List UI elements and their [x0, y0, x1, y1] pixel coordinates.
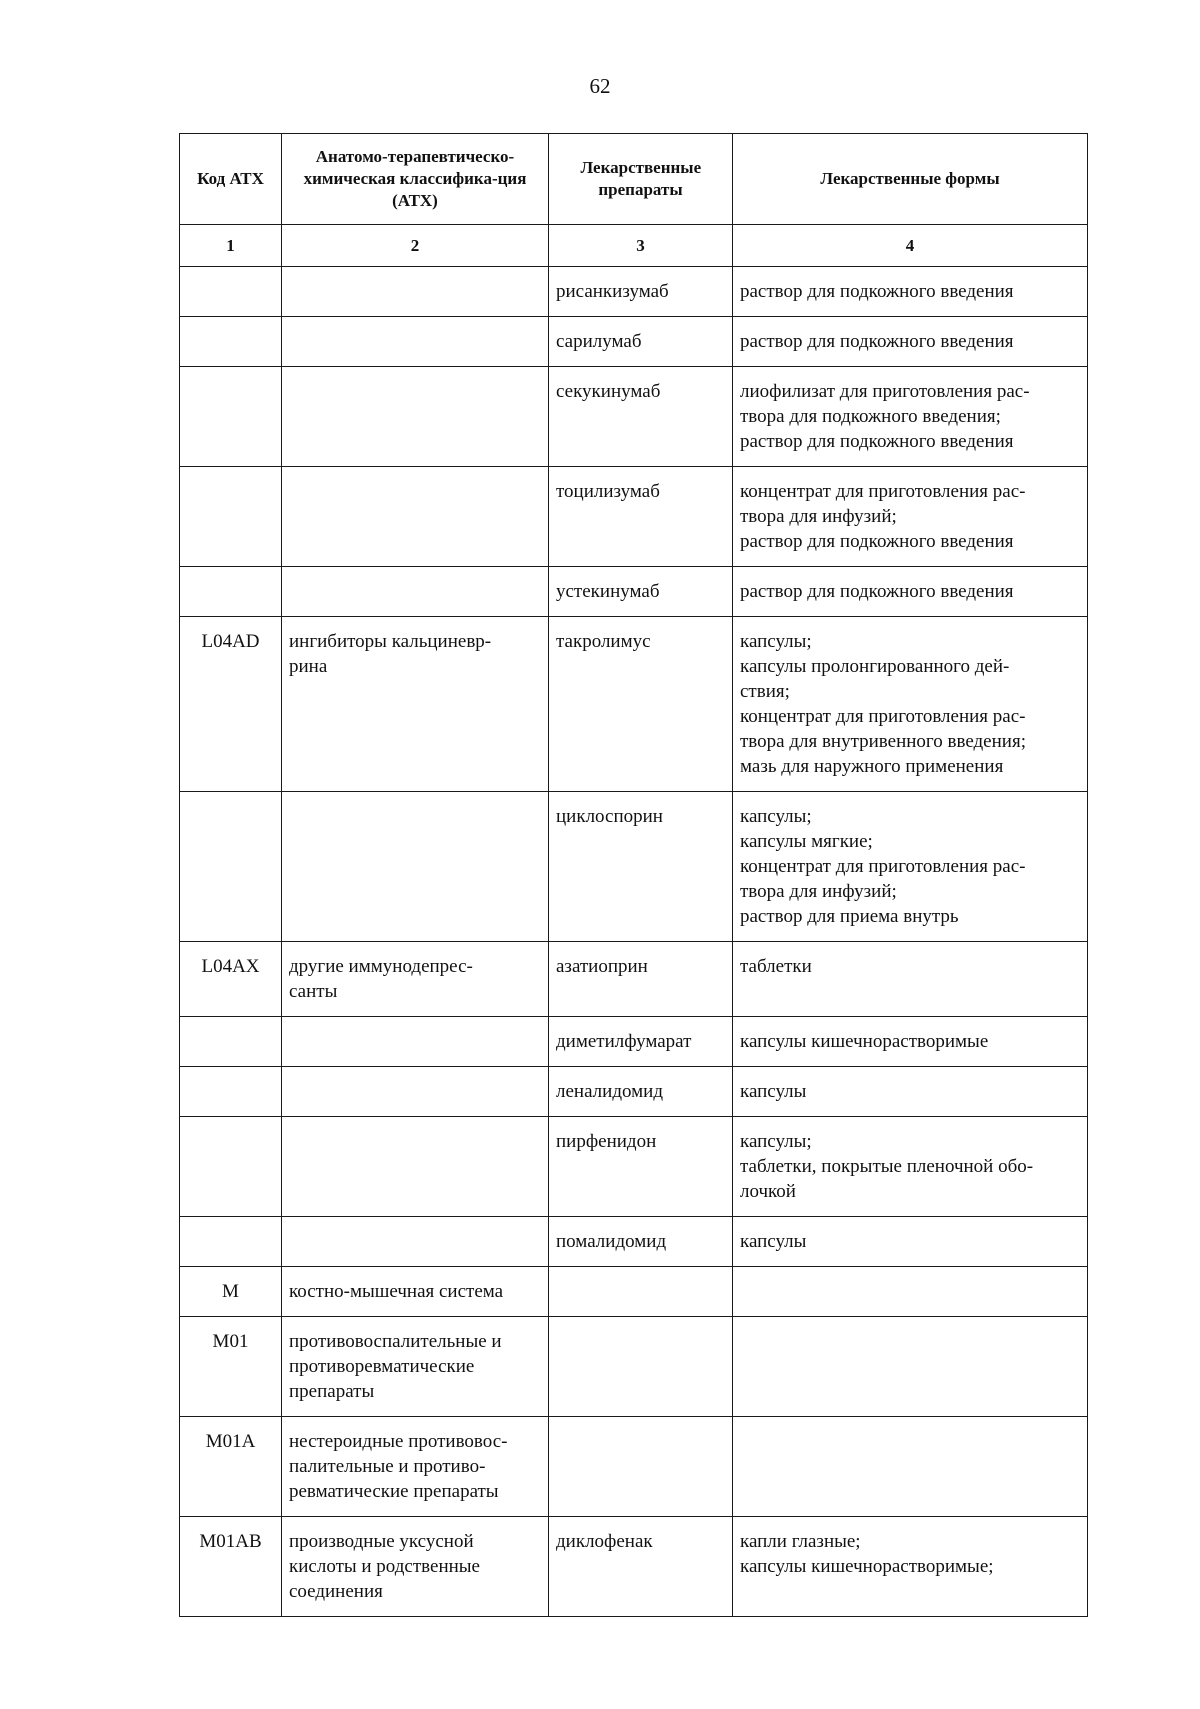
dosage-form-line: капсулы мягкие; [740, 831, 873, 852]
dosage-form-line: концентрат для приготовления рас- [740, 706, 1026, 727]
classification-line: кислоты и родственные [289, 1556, 480, 1577]
preparation-cell: леналидомид [549, 1067, 733, 1117]
dosage-form-line: капсулы; [740, 1131, 812, 1152]
atc-code-cell: L04AD [180, 617, 282, 792]
dosage-form-line: раствор для подкожного введения [740, 531, 1014, 552]
classification-cell [282, 1267, 549, 1317]
classification-line: противоревматические [289, 1356, 475, 1377]
dosage-form-line: раствор для подкожного введения [740, 581, 1014, 602]
classification-line: противовоспалительные и [289, 1331, 502, 1352]
atc-table [179, 133, 1088, 1617]
classification-cell [282, 367, 549, 467]
dosage-form-line: лиофилизат для приготовления рас- [740, 381, 1030, 402]
dosage-form-line: таблетки, покрытые пленочной обо- [740, 1156, 1034, 1177]
table-row [180, 1267, 1088, 1317]
preparation-cell: секукинумаб [549, 367, 733, 467]
dosage-forms-cell [733, 1517, 1088, 1617]
dosage-form-line: капсулы кишечнорастворимые [740, 1031, 989, 1052]
table-row [180, 942, 1088, 1017]
classification-line: производные уксусной [289, 1531, 474, 1552]
atc-code-cell [180, 1217, 282, 1267]
dosage-forms-cell [733, 267, 1088, 317]
dosage-form-line: капсулы кишечнорастворимые; [740, 1556, 994, 1577]
dosage-form-line: раствор для подкожного введения [740, 431, 1014, 452]
classification-line: другие иммунодепрес- [289, 956, 473, 977]
classification-cell [282, 1067, 549, 1117]
atc-code-cell: M01A [180, 1417, 282, 1517]
table-row [180, 1117, 1088, 1217]
preparation-cell: циклоспорин [549, 792, 733, 942]
atc-code-cell [180, 267, 282, 317]
table-row [180, 367, 1088, 467]
classification-cell [282, 942, 549, 1017]
atc-code-cell [180, 467, 282, 567]
dosage-forms-cell [733, 1067, 1088, 1117]
table-row [180, 1017, 1088, 1067]
dosage-forms-cell [733, 317, 1088, 367]
preparation-cell: диметилфумарат [549, 1017, 733, 1067]
atc-code-cell [180, 792, 282, 942]
classification-cell [282, 567, 549, 617]
dosage-forms-cell [733, 467, 1088, 567]
classification-line: нестероидные противовос- [289, 1431, 508, 1452]
preparation-cell [549, 1317, 733, 1417]
dosage-forms-cell [733, 1317, 1088, 1417]
table-row [180, 792, 1088, 942]
column-number: 4 [733, 225, 1088, 267]
dosage-forms-cell [733, 367, 1088, 467]
table-row [180, 567, 1088, 617]
table-row [180, 467, 1088, 567]
dosage-forms-cell [733, 1417, 1088, 1517]
dosage-form-line: раствор для подкожного введения [740, 331, 1014, 352]
classification-cell [282, 317, 549, 367]
classification-line: соединения [289, 1581, 383, 1602]
preparation-cell: пирфенидон [549, 1117, 733, 1217]
preparation-cell: диклофенак [549, 1517, 733, 1617]
atc-code-cell [180, 317, 282, 367]
column-number: 1 [180, 225, 282, 267]
dosage-form-line: концентрат для приготовления рас- [740, 481, 1026, 502]
classification-cell [282, 1117, 549, 1217]
table-row [180, 1317, 1088, 1417]
column-number-row [180, 225, 1088, 267]
classification-cell [282, 792, 549, 942]
preparation-cell: сарилумаб [549, 317, 733, 367]
dosage-form-line: твора для инфузий; [740, 506, 897, 527]
dosage-forms-cell [733, 792, 1088, 942]
classification-cell [282, 467, 549, 567]
dosage-form-line: капсулы; [740, 806, 812, 827]
classification-line: санты [289, 981, 338, 1002]
atc-code-cell: M [180, 1267, 282, 1317]
dosage-forms-cell [733, 617, 1088, 792]
preparation-cell [549, 1417, 733, 1517]
classification-cell [282, 617, 549, 792]
dosage-form-line: раствор для подкожного введения [740, 281, 1014, 302]
classification-cell [282, 1417, 549, 1517]
dosage-form-line: мазь для наружного применения [740, 756, 1004, 777]
dosage-form-line: таблетки [740, 956, 812, 977]
classification-line: ингибиторы кальциневр- [289, 631, 492, 652]
classification-cell [282, 267, 549, 317]
table-row [180, 617, 1088, 792]
dosage-form-line: твора для инфузий; [740, 881, 897, 902]
preparation-cell: устекинумаб [549, 567, 733, 617]
table-row [180, 317, 1088, 367]
dosage-form-line: ствия; [740, 681, 790, 702]
dosage-form-line: лочкой [740, 1181, 796, 1202]
header-forms: Лекарственные формы [733, 134, 1088, 225]
classification-line: рина [289, 656, 328, 677]
column-number: 2 [282, 225, 549, 267]
preparation-cell: рисанкизумаб [549, 267, 733, 317]
atc-code-cell [180, 1017, 282, 1067]
dosage-forms-cell [733, 1117, 1088, 1217]
table-row [180, 1217, 1088, 1267]
dosage-forms-cell [733, 1217, 1088, 1267]
atc-code-cell: M01 [180, 1317, 282, 1417]
dosage-form-line: твора для подкожного введения; [740, 406, 1001, 427]
header-code: Код АТХ [180, 134, 282, 225]
classification-cell [282, 1517, 549, 1617]
table-body [180, 267, 1088, 1617]
atc-code-cell: L04AX [180, 942, 282, 1017]
classification-line: костно-мышечная система [289, 1281, 504, 1302]
header-preparations [549, 134, 733, 225]
table-row [180, 1067, 1088, 1117]
dosage-forms-cell [733, 1267, 1088, 1317]
atc-code-cell [180, 1117, 282, 1217]
classification-cell [282, 1017, 549, 1067]
atc-code-cell [180, 1067, 282, 1117]
dosage-form-line: концентрат для приготовления рас- [740, 856, 1026, 877]
preparation-cell: тоцилизумаб [549, 467, 733, 567]
dosage-forms-cell [733, 942, 1088, 1017]
column-number: 3 [549, 225, 733, 267]
classification-line: палительные и противо- [289, 1456, 486, 1477]
dosage-form-line: твора для внутривенного введения; [740, 731, 1026, 752]
table-row [180, 1417, 1088, 1517]
dosage-form-line: капли глазные; [740, 1531, 861, 1552]
atc-code-cell: M01AB [180, 1517, 282, 1617]
preparation-cell: азатиоприн [549, 942, 733, 1017]
dosage-forms-cell [733, 1017, 1088, 1067]
preparation-cell [549, 1267, 733, 1317]
classification-cell [282, 1317, 549, 1417]
header-row [180, 134, 1088, 225]
dosage-form-line: капсулы [740, 1081, 807, 1102]
header-preparations-text: Лекарственные препараты [580, 158, 702, 199]
table-row [180, 267, 1088, 317]
atc-code-cell [180, 567, 282, 617]
dosage-form-line: капсулы [740, 1231, 807, 1252]
classification-line: ревматические препараты [289, 1481, 499, 1502]
dosage-form-line: капсулы пролонгированного дей- [740, 656, 1010, 677]
dosage-form-line: раствор для приема внутрь [740, 906, 959, 927]
dosage-form-line: капсулы; [740, 631, 812, 652]
atc-code-cell [180, 367, 282, 467]
classification-line: препараты [289, 1381, 375, 1402]
table-row [180, 1517, 1088, 1617]
preparation-cell: такролимус [549, 617, 733, 792]
header-classification-text: Анатомо-терапевтическо-химическая классифика-ция (АТХ) [303, 147, 527, 210]
page-number: 62 [589, 74, 611, 98]
classification-cell [282, 1217, 549, 1267]
header-classification [282, 134, 549, 225]
dosage-forms-cell [733, 567, 1088, 617]
preparation-cell: помалидомид [549, 1217, 733, 1267]
